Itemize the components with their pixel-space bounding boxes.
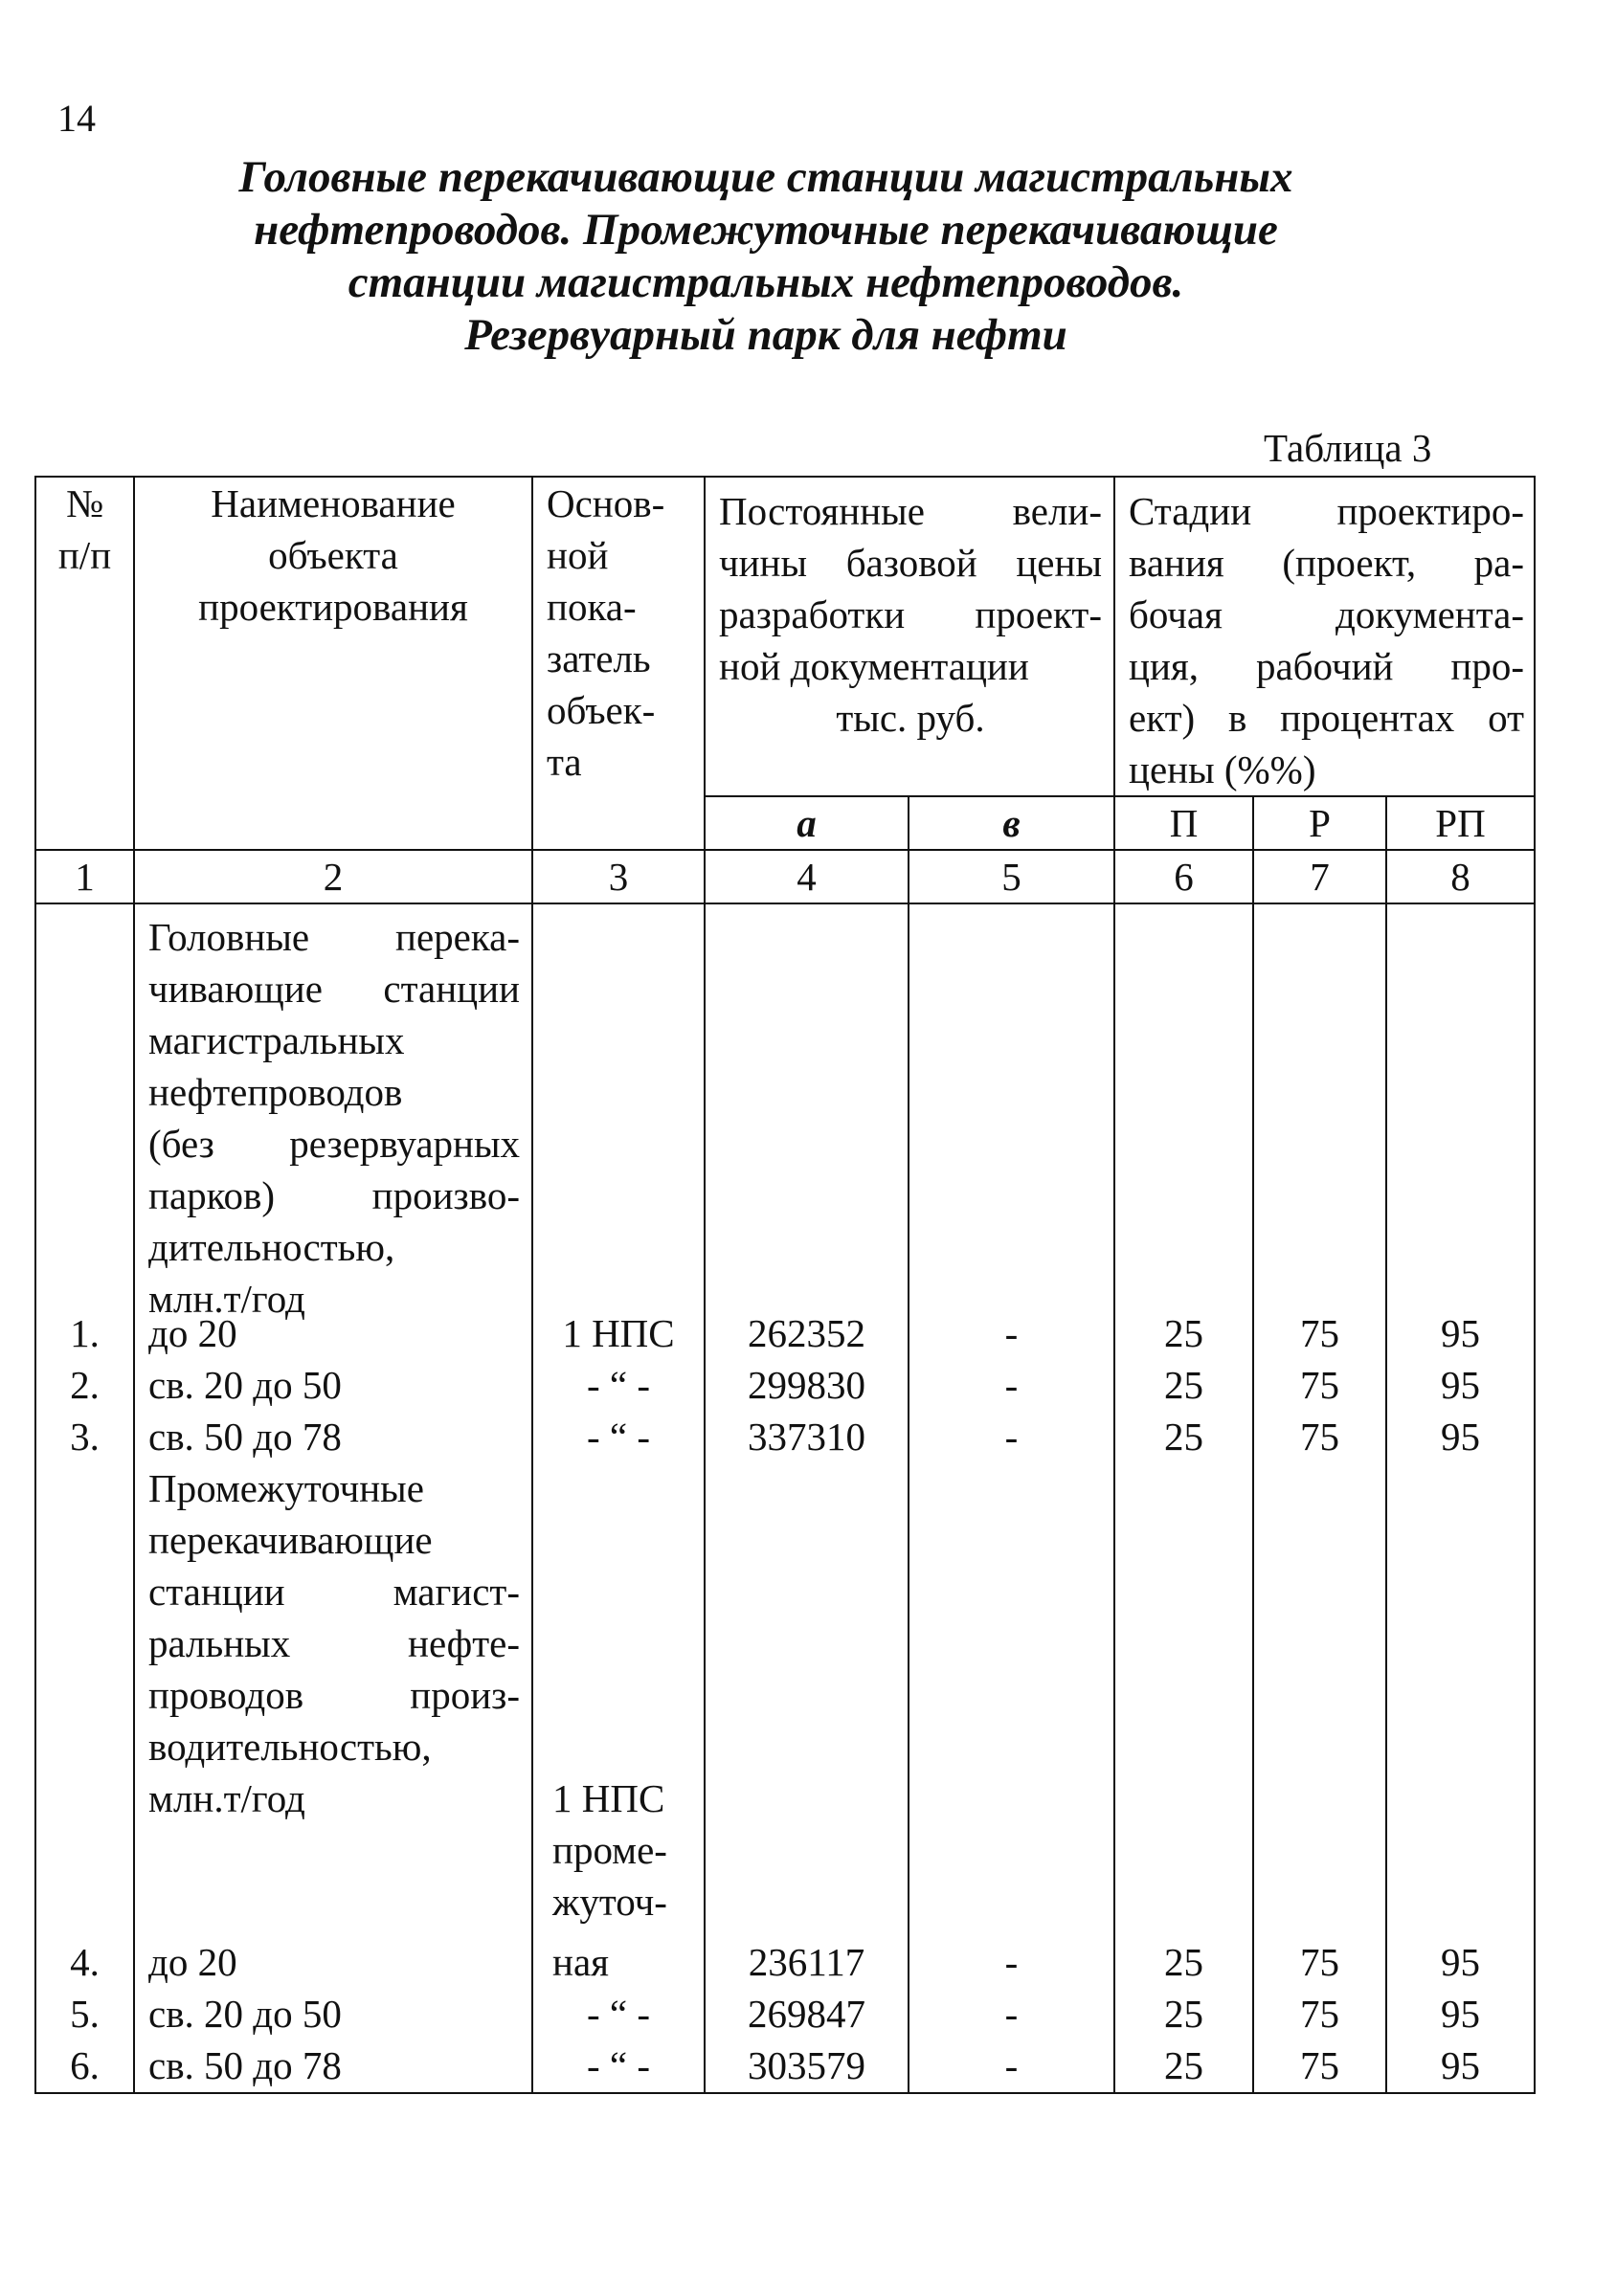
row-value-p: 25	[1164, 1992, 1203, 2036]
row-number: 2.	[70, 1363, 100, 1407]
row-name: св. 20 до 50	[148, 1992, 342, 2036]
section-heading-line: водительностью,	[148, 1725, 432, 1769]
body-col-b	[909, 903, 1114, 2093]
section-heading-line: млн.т/год	[148, 1277, 305, 1321]
header-stages	[1114, 477, 1535, 796]
row-value-p: 25	[1164, 1415, 1203, 1459]
row-name: до 20	[148, 1311, 237, 1355]
header-line: №	[65, 481, 104, 525]
row-value-a: 337310	[748, 1415, 865, 1459]
subheader-r: Р	[1253, 796, 1386, 850]
section-heading-line: перекачивающие	[148, 1518, 433, 1562]
column-number: 1	[35, 850, 134, 903]
row-number: 4.	[70, 1940, 100, 1984]
row-indicator: ная	[552, 1940, 609, 1984]
header-line: тыс. руб.	[836, 696, 985, 740]
column-number: 2	[134, 850, 532, 903]
row-indicator: - “ -	[586, 2043, 650, 2087]
section-heading-line: проводов произ-	[148, 1673, 520, 1717]
row-number: 3.	[70, 1415, 100, 1459]
row-name: св. 20 до 50	[148, 1363, 342, 1407]
header-line: п/п	[57, 533, 112, 577]
row-value-p: 25	[1164, 2043, 1203, 2087]
body-col-r	[1253, 903, 1386, 2093]
section-heading-line: станции магист-	[148, 1570, 520, 1614]
row-number: 1.	[70, 1311, 100, 1355]
column-number: 3	[532, 850, 705, 903]
page-number: 14	[57, 97, 96, 140]
header-line: ной документации	[719, 644, 1029, 688]
header-line: объекта	[268, 533, 398, 577]
body-col-p	[1114, 903, 1253, 2093]
body-col-name	[134, 903, 532, 2093]
header-line: затель	[547, 636, 651, 680]
header-line: чины базовой цены	[719, 541, 1102, 585]
header-line: Основ-	[547, 481, 665, 525]
row-value-rp: 95	[1441, 1415, 1481, 1459]
subheader-p: П	[1114, 796, 1253, 850]
section-heading-line: магистральных	[148, 1018, 405, 1062]
header-num	[35, 477, 134, 850]
row-name: св. 50 до 78	[148, 1415, 342, 1459]
row-value-rp: 95	[1441, 1311, 1481, 1355]
header-row	[35, 477, 1535, 796]
section-heading-line: нефтепроводов	[148, 1070, 403, 1114]
column-number: 7	[1253, 850, 1386, 903]
header-line: та	[547, 740, 582, 784]
row-value-b: -	[1004, 2043, 1019, 2087]
row-value-rp: 95	[1441, 1363, 1481, 1407]
price-table	[34, 476, 1536, 2094]
page-title	[144, 151, 1388, 362]
section-heading-line: Промежуточные	[148, 1466, 424, 1510]
body-col-a	[705, 903, 909, 2093]
row-value-b: -	[1004, 1363, 1019, 1407]
row-indicator: 1 НПС	[552, 1776, 665, 1820]
column-number: 5	[909, 850, 1114, 903]
column-number: 8	[1386, 850, 1535, 903]
row-indicator: - “ -	[586, 1363, 650, 1407]
row-indicator: жуточ-	[552, 1880, 667, 1924]
header-line: Постоянные вели-	[719, 489, 1102, 533]
header-line: ной	[547, 533, 609, 577]
row-value-r: 75	[1300, 1311, 1339, 1355]
section-heading-line: чивающие станции	[148, 967, 520, 1011]
header-line: Наименование	[211, 481, 456, 525]
body-col-rp	[1386, 903, 1535, 2093]
column-number-row	[35, 850, 1535, 903]
row-value-r: 75	[1300, 1363, 1339, 1407]
row-value-r: 75	[1300, 1415, 1339, 1459]
section-heading-line: дительностью,	[148, 1225, 395, 1269]
row-value-a: 262352	[748, 1311, 865, 1355]
title-line: станции магистральных нефтепроводов.	[348, 257, 1184, 307]
row-value-a: 236117	[748, 1940, 865, 1984]
section-heading-line: Головные перека-	[148, 915, 520, 959]
row-value-r: 75	[1300, 1940, 1339, 1984]
header-name	[134, 477, 532, 850]
subheader-b: в	[909, 796, 1114, 850]
row-value-a: 269847	[748, 1992, 865, 2036]
row-value-b: -	[1004, 1992, 1019, 2036]
header-line: разработки проект-	[719, 592, 1102, 636]
header-line: пока-	[547, 585, 637, 629]
row-name: до 20	[148, 1940, 237, 1984]
title-line: нефтепроводов. Промежуточные перекачивающие	[254, 205, 1278, 255]
table-caption: Таблица 3	[1264, 426, 1432, 470]
row-value-r: 75	[1300, 2043, 1339, 2087]
header-line: бочая документа-	[1129, 592, 1525, 636]
section-heading-line: млн.т/год	[148, 1776, 305, 1820]
title-line: Резервуарный парк для нефти	[464, 310, 1067, 360]
row-value-b: -	[1004, 1940, 1019, 1984]
row-value-b: -	[1004, 1311, 1019, 1355]
row-value-r: 75	[1300, 1992, 1339, 2036]
subheader-a: а	[705, 796, 909, 850]
row-value-rp: 95	[1441, 2043, 1481, 2087]
row-value-p: 25	[1164, 1363, 1203, 1407]
row-value-p: 25	[1164, 1940, 1203, 1984]
row-value-p: 25	[1164, 1311, 1203, 1355]
row-indicator: - “ -	[586, 1415, 650, 1459]
header-constants	[705, 477, 1114, 796]
body-col-indicator	[532, 903, 705, 2093]
header-line: объек-	[547, 688, 656, 732]
row-value-rp: 95	[1441, 1940, 1481, 1984]
row-indicator: - “ -	[586, 1992, 650, 2036]
row-value-b: -	[1004, 1415, 1019, 1459]
body-col-num	[35, 903, 134, 2093]
row-value-a: 303579	[748, 2043, 865, 2087]
section-heading-line: ральных нефте-	[148, 1621, 520, 1665]
row-value-rp: 95	[1441, 1992, 1481, 2036]
header-line: вания (проект, ра-	[1129, 541, 1525, 585]
header-line: проектирования	[198, 585, 468, 629]
table-body-row	[35, 903, 1535, 2093]
header-indicator	[532, 477, 705, 850]
row-name: св. 50 до 78	[148, 2043, 342, 2087]
row-indicator: проме-	[552, 1828, 667, 1872]
column-number: 6	[1114, 850, 1253, 903]
row-indicator: 1 НПС	[562, 1311, 675, 1355]
row-number: 5.	[70, 1992, 100, 2036]
header-line: ект) в процентах от	[1129, 696, 1525, 740]
row-value-a: 299830	[748, 1363, 865, 1407]
header-line: ция, рабочий про-	[1129, 644, 1525, 688]
section-heading-line: (без резервуарных	[148, 1122, 520, 1166]
column-number: 4	[705, 850, 909, 903]
title-line: Головные перекачивающие станции магистральных	[238, 152, 1293, 202]
subheader-rp: РП	[1386, 796, 1535, 850]
header-line: Стадии проектиро-	[1129, 489, 1525, 533]
section-heading-line: парков) произво-	[148, 1173, 520, 1217]
header-line: цены (%%)	[1129, 747, 1316, 791]
row-number: 6.	[70, 2043, 100, 2087]
